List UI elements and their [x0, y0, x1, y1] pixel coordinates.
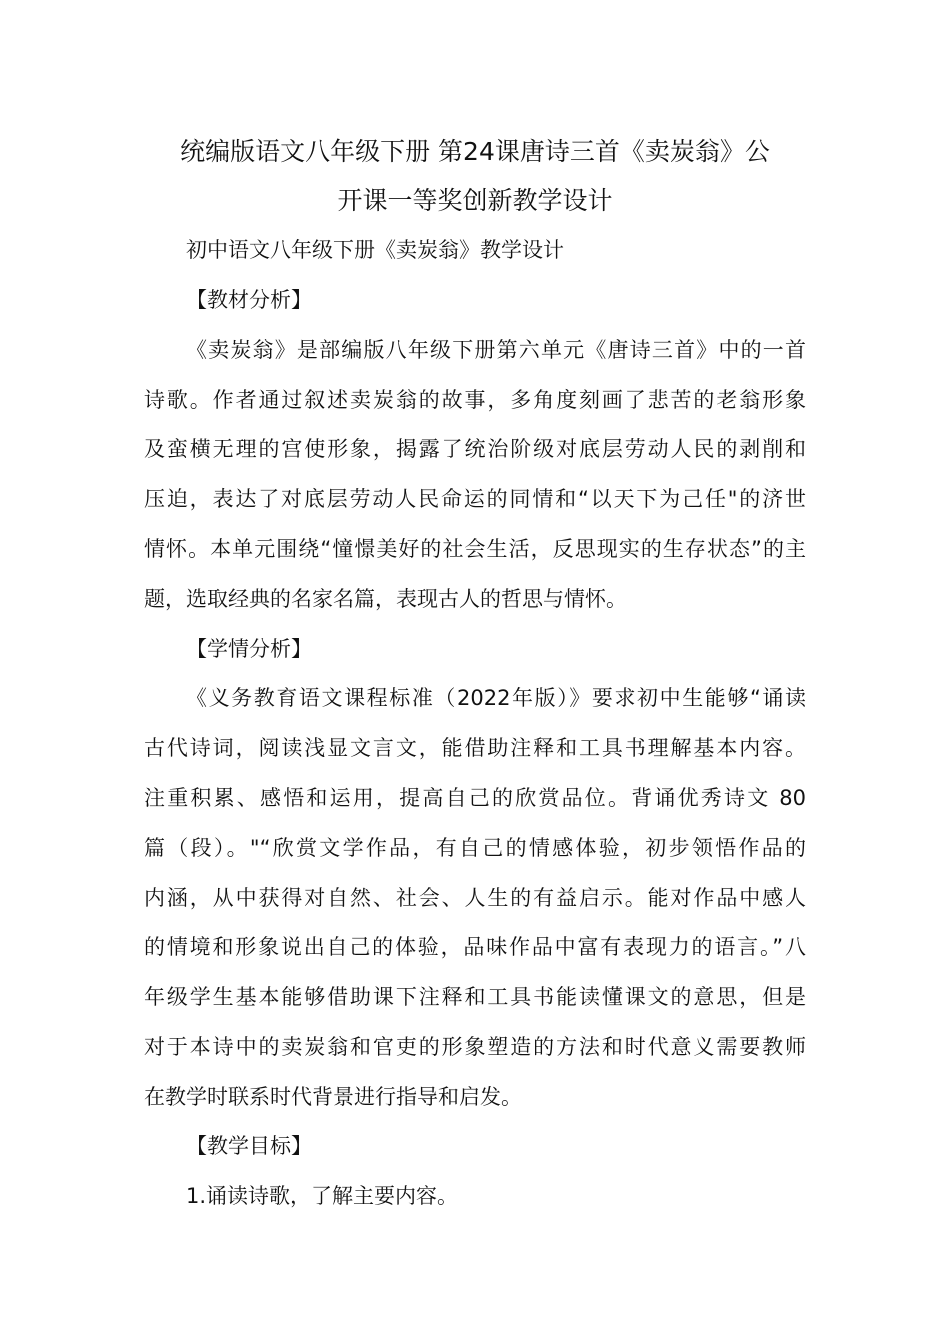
paragraph-line: 及蛮横无理的宫使形象，揭露了统治阶级对底层劳动人民的剥削和 [144, 437, 806, 461]
paragraph-line: 《卖炭翁》是部编版八年级下册第六单元《唐诗三首》中的一首 [186, 338, 806, 362]
paragraph-line: 的情境和形象说出自己的体验，品味作品中富有表现力的语言。”八 [144, 935, 806, 959]
document-title-line-1: 统编版语文八年级下册 第24课唐诗三首《卖炭翁》公 [180, 137, 770, 166]
paragraph-line: 压迫，表达了对底层劳动人民命运的同情和“以天下为己任"的济世 [144, 487, 806, 511]
section-heading-teaching-goals: 【教学目标】 [186, 1134, 312, 1158]
paragraph-line: 对于本诗中的卖炭翁和官吏的形象塑造的方法和时代意义需要教师 [144, 1035, 806, 1059]
paragraph-line: 《义务教育语文课程标准（2022年版）》要求初中生能够“诵读 [186, 686, 806, 710]
paragraph-line: 在教学时联系时代背景进行指导和启发。 [144, 1085, 522, 1109]
paragraph-line: 注重积累、感悟和运用，提高自己的欣赏品位。背诵优秀诗文 80 [144, 786, 806, 810]
paragraph-line: 情怀。本单元围绕“憧憬美好的社会生活，反思现实的生存状态”的主 [144, 537, 806, 561]
list-item: 1.诵读诗歌，了解主要内容。 [186, 1184, 459, 1208]
document-subtitle: 初中语文八年级下册《卖炭翁》教学设计 [186, 238, 564, 262]
section-heading-textbook-analysis: 【教材分析】 [186, 288, 312, 312]
section-heading-student-analysis: 【学情分析】 [186, 637, 312, 661]
paragraph-line: 篇（段）。"“欣赏文学作品，有自己的情感体验，初步领悟作品的 [144, 836, 806, 860]
paragraph-line: 年级学生基本能够借助课下注释和工具书能读懂课文的意思，但是 [144, 985, 806, 1009]
paragraph-line: 古代诗词，阅读浅显文言文，能借助注释和工具书理解基本内容。 [144, 736, 806, 760]
paragraph-line: 诗歌。作者通过叙述卖炭翁的故事，多角度刻画了悲苦的老翁形象 [144, 388, 806, 412]
paragraph-line: 题，选取经典的名家名篇，表现古人的哲思与情怀。 [144, 587, 627, 611]
paragraph-line: 内涵，从中获得对自然、社会、人生的有益启示。能对作品中感人 [144, 886, 806, 910]
document-title-line-2: 开课一等奖创新教学设计 [337, 186, 613, 215]
